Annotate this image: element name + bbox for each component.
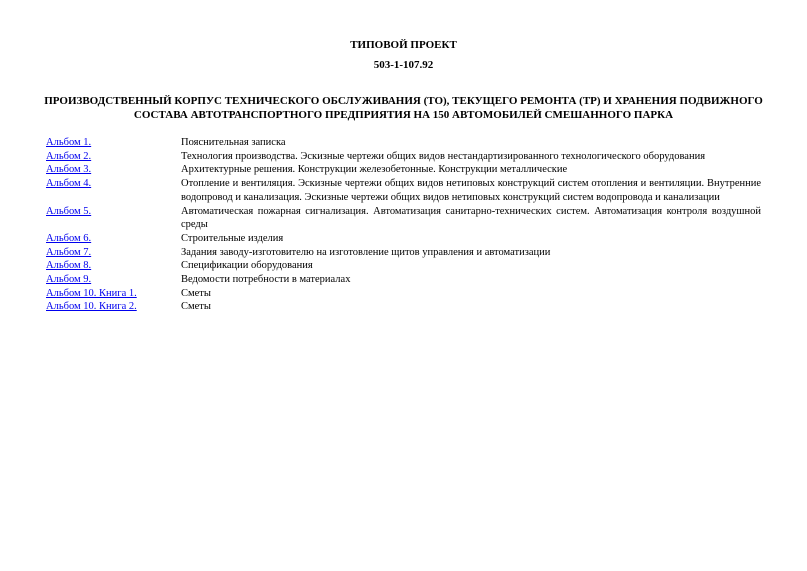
album-row bbox=[46, 163, 761, 177]
album-3-description: Архитектурные решения. Конструкции железобетонные. Конструкции металлические bbox=[181, 164, 568, 176]
document-subject: ПРОИЗВОДСТВЕННЫЙ КОРПУС ТЕХНИЧЕСКОГО ОБСЛУЖИВАНИЯ (ТО), ТЕКУЩЕГО РЕМОНТА (ТР) И ХРАНЕНИЯ ПОДВИЖНОГО СОСТАВА АВТОТРАНСПОРТНОГО ПРЕДПРИЯТИЯ НА 150 АВТОМОБИЛЕЙ СМЕШАННОГО ПАРКА bbox=[44, 95, 763, 121]
album-row bbox=[46, 259, 761, 273]
album-6-link[interactable]: Альбом 6. bbox=[46, 232, 92, 244]
album-2-link[interactable]: Альбом 2. bbox=[46, 150, 92, 162]
album-row bbox=[46, 177, 761, 204]
album-10-book-2-link[interactable]: Альбом 10. Книга 2. bbox=[46, 301, 137, 313]
album-10-book-1-description: Сметы bbox=[181, 287, 211, 299]
album-7-link[interactable]: Альбом 7. bbox=[46, 246, 92, 258]
album-row bbox=[46, 232, 761, 246]
album-6-description: Строительные изделия bbox=[181, 232, 284, 244]
album-row bbox=[46, 273, 761, 287]
album-row bbox=[46, 150, 761, 164]
album-row bbox=[46, 246, 761, 260]
album-1-description: Пояснительная записка bbox=[181, 137, 286, 148]
album-2-description: Технология производства. Эскизные чертежи общих видов нестандартизированного технологического оборудования bbox=[181, 150, 706, 162]
album-list bbox=[46, 136, 761, 314]
album-row bbox=[46, 300, 761, 314]
album-4-link[interactable]: Альбом 4. bbox=[46, 178, 92, 190]
album-8-link[interactable]: Альбом 8. bbox=[46, 260, 92, 272]
album-10-book-2-description: Сметы bbox=[181, 301, 211, 313]
album-5-description: Автоматическая пожарная сигнализация. Автоматизация санитарно-технических систем. Автоматизация контроля воздушной среды bbox=[181, 205, 761, 231]
document-title: ТИПОВОЙ ПРОЕКТ bbox=[350, 39, 457, 51]
album-10-book-1-link[interactable]: Альбом 10. Книга 1. bbox=[46, 287, 137, 299]
album-1-link[interactable]: Альбом 1. bbox=[46, 137, 92, 148]
album-row bbox=[46, 287, 761, 301]
album-7-description: Задания заводу-изготовителю на изготовление щитов управления и автоматизации bbox=[181, 246, 551, 258]
album-8-description: Спецификации оборудования bbox=[181, 260, 313, 272]
album-3-link[interactable]: Альбом 3. bbox=[46, 164, 92, 176]
album-9-description: Ведомости потребности в материалах bbox=[181, 274, 351, 286]
album-4-description: Отопление и вентиляция. Эскизные чертежи общих видов нетиповых конструкций систем отопления и вентиляции. Внутренние водопровод и канализация. Эскизные чертежи общих видов нетиповых конструкций систем водопровода и канализации bbox=[181, 178, 761, 203]
album-5-link[interactable]: Альбом 5. bbox=[46, 205, 92, 217]
album-row bbox=[46, 136, 761, 150]
album-9-link[interactable]: Альбом 9. bbox=[46, 274, 92, 286]
album-row bbox=[46, 205, 761, 232]
document-number: 503-1-107.92 bbox=[373, 59, 434, 71]
